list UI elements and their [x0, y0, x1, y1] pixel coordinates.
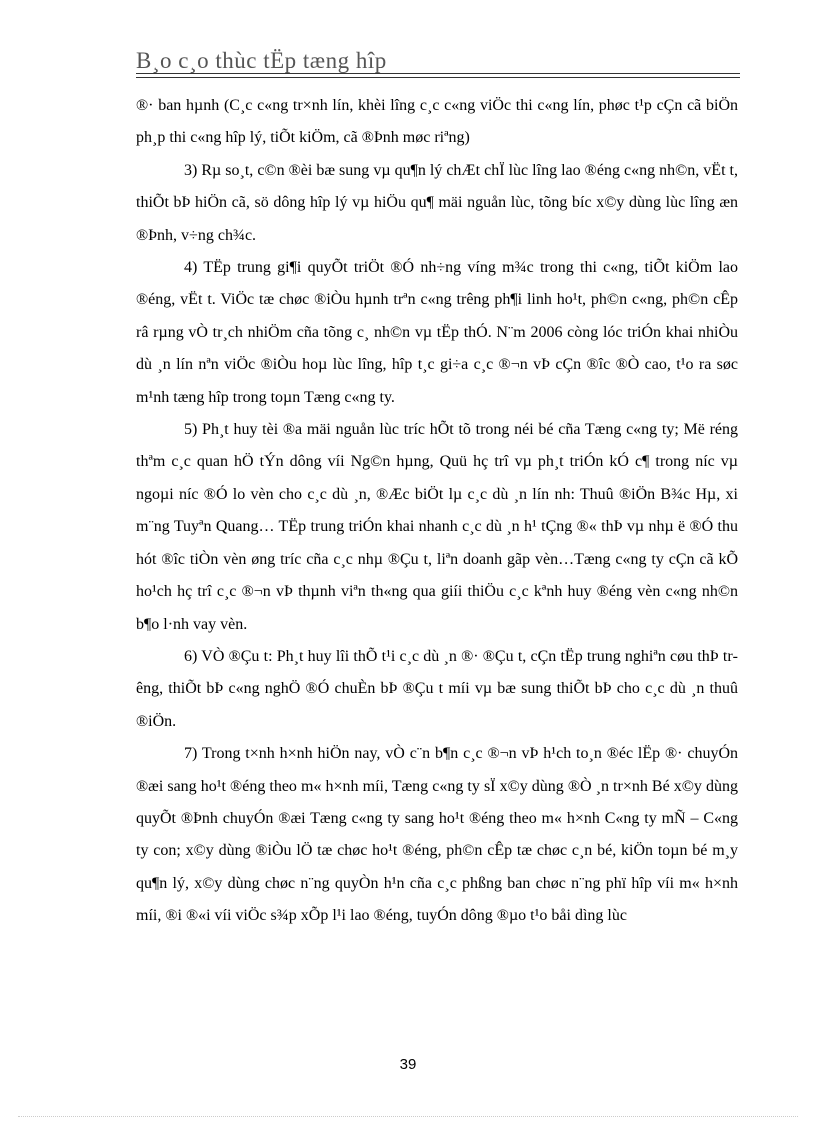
- header-rule-top: [136, 73, 740, 74]
- body-text: [136, 90, 738, 933]
- paragraph-continuation: ®· ban hµnh (C¸c c«ng tr×nh lín, khèi lîng c¸c c«ng viÖc thi c«ng lín, phøc t¹p cÇn cã biÖn ph¸p thi c«ng hîp lý, tiÕt kiÖm, cã ®Þnh møc riªng): [136, 97, 738, 147]
- paragraph-item-3: 3) Rµ so¸t, c©n ®èi bæ sung vµ qu¶n lý chÆt chÏ lùc lîng lao ®éng c«ng nh©n, vËt t, thiÕt bÞ hiÖn cã, sö dông hîp lý vµ hiÖu qu¶ mäi nguån lùc, tõng bíc x©y dùng lùc lîng æn ®Þnh, v÷ng ch¾c.: [136, 161, 738, 244]
- page-number: 39: [399, 1056, 417, 1073]
- paragraph-item-4: 4) TËp trung gi¶i quyÕt triÖt ®Ó nh÷ng víng m¾c trong thi c«ng, tiÕt kiÖm lao ®éng, vËt t. ViÖc tæ chøc ®iÒu hµnh trªn c«ng trêng ph¶i linh ho¹t, ph©n c«ng, ph©n cÊp râ rµng vÒ tr¸ch nhiÖm cña tõng c¸ nh©n vµ tËp thÓ. N¨m 2006 còng lóc triÓn khai nhiÒu dù ¸n lín nªn viÖc ®iÒu hoµ lùc lîng, hîp t¸c gi÷a c¸c ®¬n vÞ cÇn ®îc ®Ò cao, t¹o ra søc m¹nh tæng hîp trong toµn Tæng c«ng ty.: [136, 259, 738, 406]
- page-bottom-border: [18, 1116, 798, 1117]
- header-title: B¸o c¸o thùc tËp tæng hîp: [136, 48, 387, 73]
- paragraph-item-7: 7) Trong t×nh h×nh hiÖn nay, vÒ c¨n b¶n c¸c ®¬n vÞ h¹ch to¸n ®éc lËp ®· chuyÓn ®æi sang ho¹t ®éng theo m« h×nh míi, Tæng c«ng ty sÏ x©y dùng ®Ò ¸n tr×nh Bé x©y dùng quyÕt ®Þnh chuyÓn ®æi Tæng c«ng ty sang ho¹t ®éng theo m« h×nh C«ng ty mÑ – C«ng ty con; x©y dùng ®iÒu lÖ tæ chøc ho¹t ®éng, ph©n cÊp tæ chøc c¸n bé, kiÖn toµn bé m¸y qu¶n lý, x©y dùng chøc n¨ng quyÒn h¹n cña c¸c phßng ban chøc n¨ng phï hîp víi m« h×nh míi, ®i ®«i víi viÖc s¾p xÕp l¹i lao ®éng, tuyÓn dông ®µo t¹o båi dìng lùc: [136, 745, 738, 925]
- header-rule-bottom: [136, 77, 740, 78]
- paragraph-item-6: 6) VÒ ®Çu t: Ph¸t huy lîi thÕ t¹i c¸c dù ¸n ®· ®Çu t, cÇn tËp trung nghiªn cøu thÞ trêng, thiÕt bÞ c«ng nghÖ ®Ó chuÈn bÞ ®Çu t míi vµ bæ sung thiÕt bÞ cho c¸c dù ¸n thuû ®iÖn.: [136, 647, 738, 730]
- paragraph-item-5: 5) Ph¸t huy tèi ®a mäi nguån lùc tríc hÕt tõ trong néi bé cña Tæng c«ng ty; Më réng thªm c¸c quan hÖ tÝn dông víi Ng©n hµng, Quü hç trî vµ ph¸t triÓn kÓ c¶ trong níc vµ ngoµi níc ®Ó lo vèn cho c¸c dù ¸n, ®Æc biÖt lµ c¸c dù ¸n lín nh: Thuû ®iÖn B¾c Hµ, xi m¨ng Tuyªn Quang… TËp trung triÓn khai nhanh c¸c dù ¸n h¹ tÇng ®« thÞ vµ nhµ ë ®Ó thu hót ®îc tiÒn vèn øng tríc cña c¸c nhµ ®Çu t, liªn doanh gãp vèn…Tæng c«ng ty cÇn cã kÕ ho¹ch hç trî c¸c ®¬n vÞ thµnh viªn th«ng qua giíi thiÖu c¸c kªnh huy ®éng vèn c«ng nh©n b¶o l·nh vay vèn.: [136, 421, 738, 633]
